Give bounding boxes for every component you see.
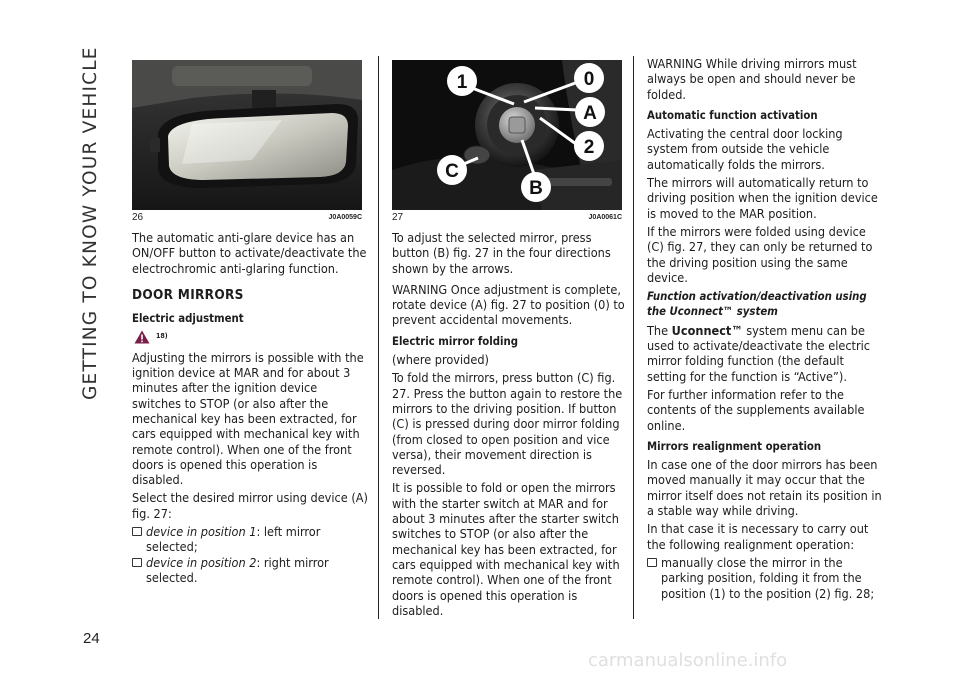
page-number: 24 bbox=[83, 630, 100, 647]
section-heading: DOOR MIRRORS bbox=[132, 286, 244, 303]
mirror-control-illustration bbox=[392, 60, 622, 210]
paragraph: Activating the central door locking system from outside the vehicle automatically folds the mirrors. bbox=[647, 126, 843, 172]
figure-caption bbox=[392, 212, 622, 223]
figure-number: 27 bbox=[392, 212, 404, 223]
warning-reference bbox=[134, 329, 368, 344]
paragraph: In case one of the door mirrors has been moved manually it may occur that the mirror itself does not retain its position in a stable way while driving. bbox=[647, 457, 882, 519]
rearview-mirror-illustration bbox=[132, 60, 362, 210]
paragraph: The automatic anti-glare device has an ON/OFF button to activate/deactivate the electrochromic anti-glaring function. bbox=[132, 230, 367, 276]
paragraph-text: The bbox=[647, 322, 672, 338]
figure-code: J0A0059C bbox=[328, 214, 362, 221]
subheading: Automatic function activation bbox=[647, 108, 818, 122]
list-item-text: : right mirror selected. bbox=[146, 554, 329, 585]
list-item-text: manually close the mirror in the parking position, folding it from the position (1) to the position (2) fig. 28; bbox=[661, 554, 875, 601]
subheading: Mirrors realignment operation bbox=[647, 439, 822, 453]
subheading: Function activation/deactivation using the Uconnect™ system bbox=[647, 290, 867, 319]
paragraph: To fold the mirrors, press button (C) fig. 27. Press the button again to restore the mirrors to the driving position. If button (C) is pressed during door mirror folding (from closed to open position and vice versa), their movement direction is reversed. bbox=[392, 370, 623, 478]
column-2-text bbox=[392, 230, 628, 621]
callout-label: A bbox=[583, 103, 597, 124]
paragraph: Adjusting the mirrors is possible with the ignition device at MAR and for about 3 minutes after the ignition device switches to STOP (or also after the mechanical key has been extracted, for cars equipped with mechanical key with remote control). When one of the front doors is opened this operation is disabled. bbox=[132, 349, 364, 488]
callout-label: 0 bbox=[583, 69, 595, 90]
figure-number: 26 bbox=[132, 212, 144, 223]
callout-label: 1 bbox=[456, 72, 468, 93]
paragraph: Select the desired mirror using device (A) fig. 27: bbox=[132, 490, 368, 521]
subheading: Electric mirror folding bbox=[392, 334, 519, 348]
list-item bbox=[132, 524, 368, 555]
paragraph: It is possible to fold or open the mirrors with the starter switch at MAR and for about 3 minutes after the starter switch switches to STOP (or also after the mechanical key has been extracted, for cars equipped with mechanical key with remote control). When one of the front doors is opened this operation is disabled. bbox=[392, 480, 620, 618]
paragraph-text: system menu can be used to activate/deactivate the electric mirror folding function (the default setting for the function is “Active”). bbox=[647, 322, 871, 384]
paragraph bbox=[647, 323, 883, 384]
paragraph: For further information refer to the contents of the supplements available online. bbox=[647, 386, 865, 433]
warning-triangle-icon bbox=[134, 330, 150, 344]
figure-mirror-control bbox=[392, 60, 622, 210]
callout-label: C bbox=[445, 161, 459, 182]
list-item-text: : left mirror selected; bbox=[146, 524, 321, 555]
column-3-text bbox=[647, 56, 883, 601]
bullet-box-icon bbox=[647, 558, 657, 567]
paragraph: To adjust the selected mirror, press button (B) fig. 27 in the four directions shown by the arrows. bbox=[392, 230, 611, 276]
bullet-box-icon bbox=[132, 558, 142, 567]
figure-caption bbox=[132, 212, 362, 223]
warning-number: 18) bbox=[156, 332, 168, 341]
callout-label: 2 bbox=[583, 137, 595, 158]
figure-code: J0A0061C bbox=[588, 214, 622, 221]
bullet-box-icon bbox=[132, 527, 142, 536]
paragraph: WARNING While driving mirrors must always be open and should never be folded. bbox=[647, 56, 857, 102]
column-divider bbox=[633, 56, 634, 619]
paragraph: (where provided) bbox=[392, 352, 489, 368]
paragraph: WARNING Once adjustment is complete, rotate device (A) fig. 27 to position (0) to prevent accidental movements. bbox=[392, 281, 625, 328]
uconnect-emphasis: Uconnect™ bbox=[671, 322, 743, 338]
figure-rearview-mirror bbox=[132, 60, 362, 210]
list-item bbox=[647, 555, 883, 601]
subheading: Electric adjustment bbox=[132, 312, 244, 326]
list-item-emphasis: device in position 2 bbox=[146, 554, 257, 570]
paragraph: The mirrors will automatically return to driving position when the ignition device is moved to the MAR position. bbox=[647, 175, 878, 221]
callout-label: B bbox=[529, 178, 543, 199]
side-section-title: GETTING TO KNOW YOUR VEHICLE bbox=[80, 46, 101, 400]
paragraph: In that case it is necessary to carry out the following realignment operation: bbox=[647, 521, 869, 552]
column-divider bbox=[378, 56, 379, 619]
paragraph: If the mirrors were folded using device (C) fig. 27, they can only be returned to the driving position using the same device. bbox=[647, 223, 873, 285]
footer-watermark: carmanualsonline.info bbox=[588, 650, 788, 671]
list-item bbox=[132, 555, 368, 586]
list-item-emphasis: device in position 1 bbox=[146, 524, 257, 540]
column-1-text bbox=[132, 230, 368, 585]
